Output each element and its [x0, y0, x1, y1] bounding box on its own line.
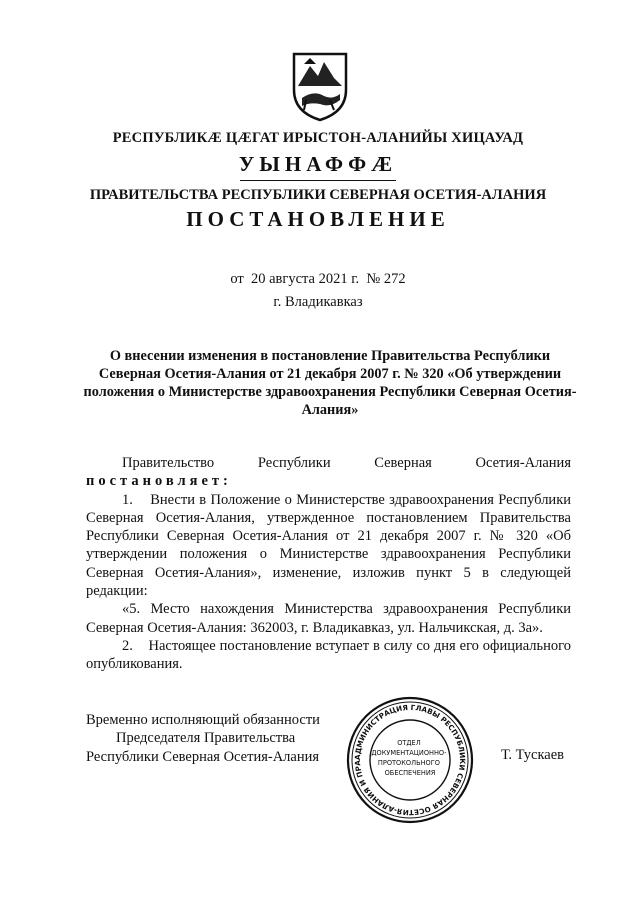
decree-title-russian: ПОСТАНОВЛЕНИЕ [186, 207, 450, 231]
decree-date-number: от 20 августа 2021 г. № 272 [230, 271, 406, 287]
signatory-position [86, 711, 320, 766]
signatory-line-2: Председателя Правительства [116, 730, 296, 747]
signatory-name: Т. Тускаев [501, 747, 565, 763]
coat-of-arms-icon [290, 50, 350, 122]
title-underline [240, 180, 396, 181]
official-stamp-icon [345, 695, 475, 825]
preamble: Правительство Республики Северная Осетия-Алания [122, 455, 571, 471]
decree-title-ossetian: УЫНАФФӔ [238, 152, 398, 176]
decree-city: г. Владикавказ [273, 294, 363, 310]
svg-text:ОТДЕЛ ДОКУМЕНТАЦИОННО-: ОТДЕЛ ДОКУМЕНТАЦИОННО- ПРОТОКОЛЬНОГО ОБЕСПЕЧЕНИЯ [371, 739, 447, 777]
item-1-quote: «5. Место нахождения Министерства здравоохранения Республики Северная Осетия-Алания: 362003, г. Владикавказ, ул. Нальчикская, д. 3а». [86, 601, 571, 636]
svg-text:АДМИНИСТРАЦИЯ ГЛАВЫ РЕСПУБЛИКИ: АДМИНИСТРАЦИЯ ГЛАВЫ РЕСПУБЛИКИ СЕВЕРНАЯ ОСЕТИЯ-АЛАНИЯ И ПРА [352, 702, 468, 818]
government-name-russian: ПРАВИТЕЛЬСТВА РЕСПУБЛИКИ СЕВЕРНАЯ ОСЕТИЯ-АЛАНИЯ [89, 187, 547, 203]
item-2: 2. Настоящее постановление вступает в силу со дня его официального опубликования. [86, 637, 575, 673]
item-1: 1. Внести в Положение о Министерстве здравоохранения Республики Северная Осетия-Алания, утвержденное постановлением Правительства Республики Северная Осетия-Алания от 21 декабря 2007 г. № 320 «Об утверждении положения о Министерстве здравоохранения Республики Северная Осетия-Алания», изменение, изложив пункт 5 в следующей редакции: [86, 491, 575, 600]
decree-subject: О внесении изменения в постановление Правительства Республики Северная Осетия-Алания от 21 декабря 2007 г. № 320 «Об утверждении положения о Министерстве здравоохранения Республики Северная Осетия-Алания» [83, 348, 577, 418]
republic-name-ossetian: РЕСПУБЛИКӔ ЦӔГАТ ИРЫСТОН-АЛАНИЙЫ ХИЦАУАД [112, 130, 524, 146]
signatory-line-3: Республики Северная Осетия-Алания [86, 748, 320, 765]
resolves-word: постановляет: [86, 473, 232, 490]
decree-body [86, 454, 575, 674]
signatory-line-1: Временно исполняющий обязанности [86, 712, 320, 728]
